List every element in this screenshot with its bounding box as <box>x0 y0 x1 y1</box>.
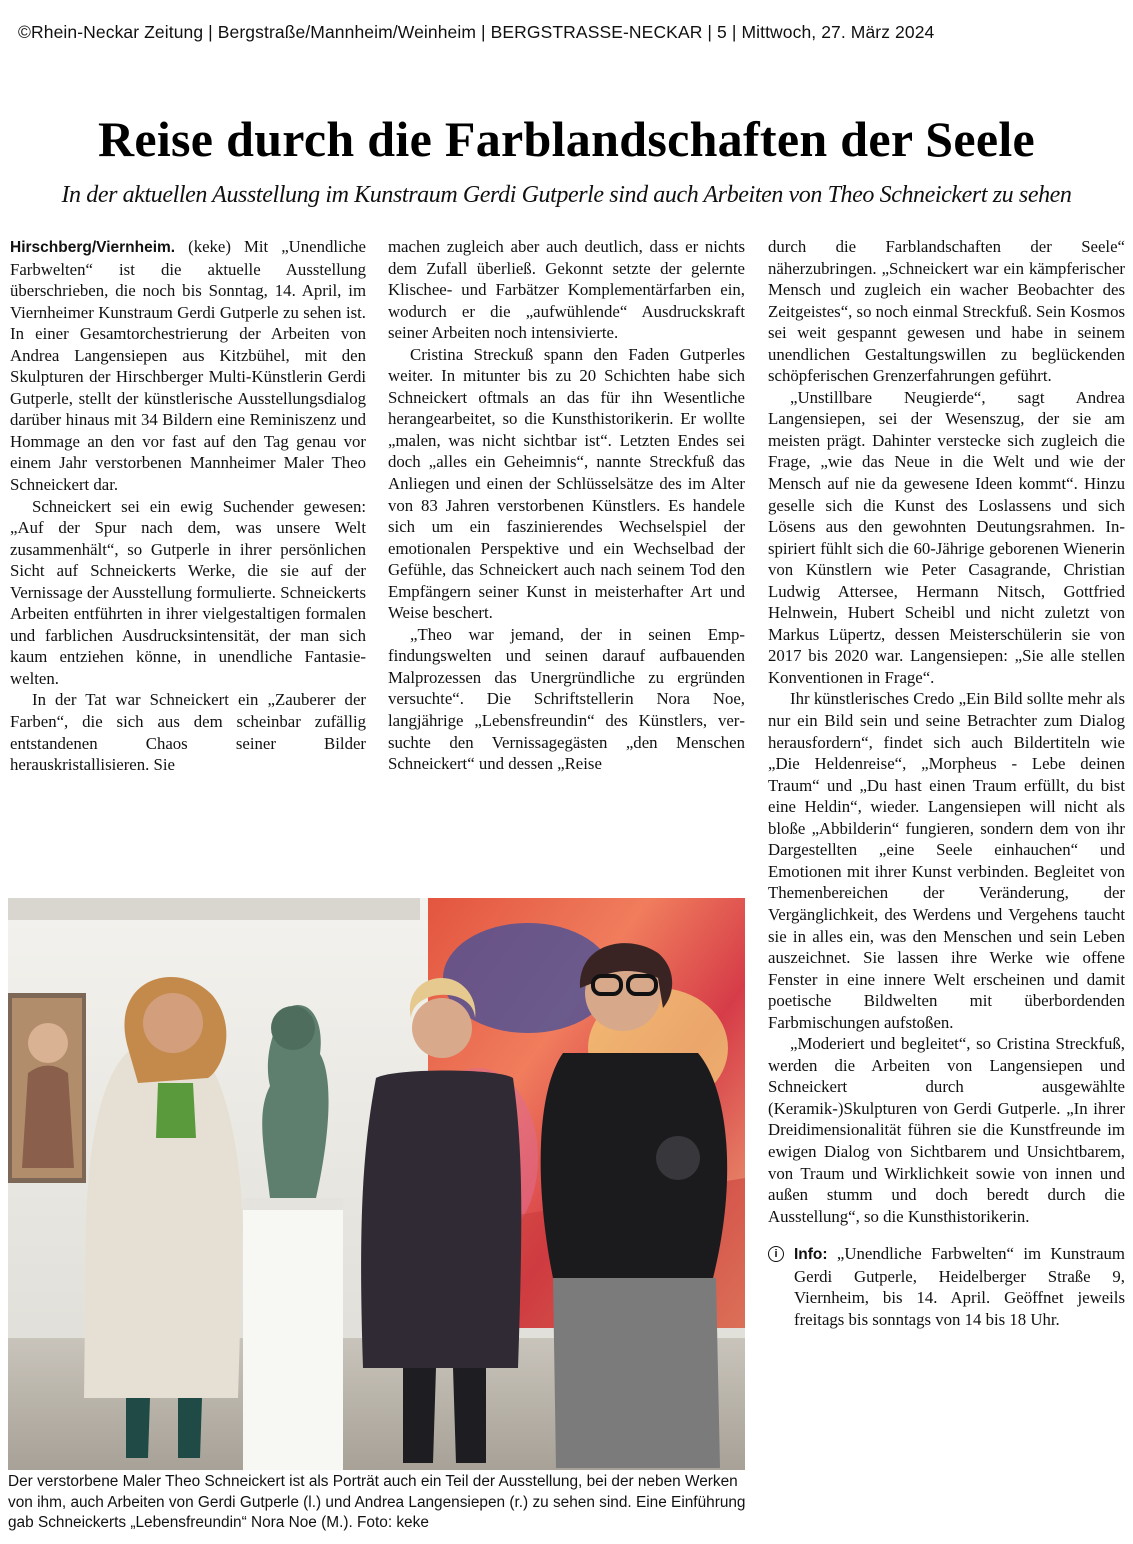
paragraph: durch die Farblandschaften der Seele“ näherzubringen. „Schneickert war ein kämpferischer Mensch und zugleich ein wacher Beobachter des Zeitgeistes“, so noch einmal Streckfuß. Sein Kosmos sei weit gespannt gewesen und habe in seinem unendlichen Gestaltungswillen zu beglückenden schöpferischen Grenzerfahrungen geführt. <box>768 237 1126 386</box>
source-line: ©Rhein-Neckar Zeitung | Bergstraße/Mannheim/Weinheim | BERGSTRASSE-NECKAR | 5 | Mittwoch, 27. März 2024 <box>18 22 935 42</box>
info-label: Info: <box>794 1246 828 1264</box>
paragraph: Schneickert sei ein ewig Suchender gewesen: „Auf der Spur nach dem, was unsere Welt zusammenhält“, so Gutperle in ihrer persönlichen Sicht auf Schneickerts Werke, die sie auf der Vernissage der Ausstellung formulierte. Schneickerts Arbeiten entführten in ihrer vielgestaltigen formalen und farblichen Ausdrucksintensität, der man sich kaum entziehen könne, in unendliche Fantasiewelten. <box>10 496 366 688</box>
subheadline: In der aktuellen Ausstellung im Kunstraum Gerdi Gutperle sind auch Arbeiten von Theo Schneickert zu sehen <box>61 182 1072 208</box>
article-column-3 <box>768 236 1125 1330</box>
paragraph: Ihr künstlerisches Credo „Ein Bild sollte mehr als nur ein Bild sein und seine Betrachter zum Dialog herausfordern“, findet sich auch Bildertiteln wie „Die Heldenreise“, „Morpheus - Lebe deinen Traum“ und „Du hast einen Traum erfüllt, du bist eine Heldin“, wieder. Langensiepen will nicht als bloße „Abbilderin“ fungieren, sondern dem von ihr Dargestellten „eine Seele einhauchen“ und Emotionen mit ihrer Kunst verbinden. Begleitet von Themenbereichen der Veränderung, der Vergänglichkeit, des Werdens und Vergehens taucht sie in alles ein, was den Menschen und sein Leben auszeichnet. Sie lassen ihre Werke wie offene Fenster in eine innere Welt erscheinen und damit poetische Bildwelten mit überbordenden Farbmischungen aufstoßen. <box>768 689 1125 1032</box>
article-photo <box>8 898 745 1470</box>
article-column-2 <box>388 236 745 775</box>
photo-illustration <box>8 898 745 1470</box>
paragraph: machen zugleich aber auch deutlich, dass er nichts dem Zufall überließ. Gekonnt setzte der gelernte Klischee- und Farbätzer Komplementärfarben ein, wodurch er die „aufwühlende“ Ausdruckskraft seiner Arbeiten noch intensivierte. <box>388 237 745 343</box>
info-box <box>768 1243 1125 1330</box>
paragraph: Cristina Streckuß spann den Faden Gutperles weiter. In mitunter bis zu 20 Schichten habe sich Schneickert oftmals an das für ihn Wesentliche herangearbeitet, so die Kunsthistorikerin. Er wollte „malen, was nicht sichtbar ist“. Letzten Endes sei doch „alles ein Geheimnis“, nannte Streckfuß das Anliegen und einen der Schlüsselsätze des im Alter von 83 Jahren verstorbenen Künstlers. Es handele sich um ein faszinierendes Wechselspiel der emotionalen Perspektive und ein Wechselbad der Gefühle, das Schneickert auch nach seinem Tod den Empfängern seiner Kunst in meisterhafter Art und Weise beschert. <box>388 344 745 623</box>
paragraph <box>10 236 366 496</box>
article-column-1 <box>10 236 366 776</box>
info-icon: i <box>768 1246 784 1262</box>
paragraph: In der Tat war Schneickert ein „Zauberer der Farben“, die sich aus dem scheinbar zufällig entstandenen Chaos seiner Bilder herauskristallisieren. Sie <box>10 690 366 775</box>
headline: Reise durch die Farblandschaften der Seele <box>97 111 1036 167</box>
paragraph-text: (keke) Mit „Unendliche Farbwelten“ ist die aktuelle Ausstellung überschrieben, die noch bis Sonntag, 14. April, im Viernheimer Kunstraum Gerdi Gutperle zu sehen ist. In einer Gesamtorchestrierung der Arbeiten von Andrea Langensiepen aus Kitzbühel, mit den Skulpturen der Hirschberger Multi-Künstlerin Gerdi Gutperle, stellt der künstlerische Ausstellungsdialog darüber hinaus mit 34 Bildern eine Reminiszenz und Hommage an den vor fast auf den Tag genau vor einem Jahr verstorbenen Mannheimer Maler Theo Schneickert dar. <box>10 237 366 495</box>
paragraph: „Unstillbare Neugierde“, sagt Andrea Langensiepen, sei der Wesenszug, der sie am meisten prägt. Dahinter verstecke sich zugleich die Frage, „wie das Neue in die Welt und wie der Mensch auf nie da gewesene Ideen kommt“. Hinzu geselle sich die Kunst des Loslassens und sich Lösens aus den gewohnten Deutungsrahmen. Inspiriert fühlt sich die 60-Jährige geborenen Wienerin von Künstlern wie Peter Casagrande, Christian Ludwig Attersee, Hermann Nitsch, Gottfried Helnwein, Hubert Scheibl und nicht zuletzt von Markus Lüpertz, dessen Meisterschülerin sie von 2017 bis 2020 war. Langensiepen: „Sie alle stellen Konventionen in Frage“. <box>768 387 1125 687</box>
info-text: „Unendliche Farbwelten“ im Kunstraum Gerdi Gutperle, Heidelberger Straße 9, Viernheim, bis 14. April. Geöffnet jeweils freitags bis sonntags von 14 bis 18 Uhr. <box>794 1244 1125 1329</box>
photo-caption: Der verstorbene Maler Theo Schneickert ist als Porträt auch ein Teil der Ausstellung, bei der neben Werken von ihm, auch Arbeiten von Gerdi Gutperle (l.) und Andrea Langensiepen (r.) zu sehen sind. Eine Einführung gab Schneickerts „Lebensfreundin“ Nora Noe (M.). Foto: keke <box>8 1473 746 1531</box>
paragraph: „Moderiert und begleitet“, so Cristina Streckfuß, werden die Arbeiten von Langensiepen und Schneickert durch ausgewählte (Keramik-)Skulpturen von Gerdi Gutperle. „In ihrer Dreidimensionalität führen sie die Kunstfreunde im ewigen Dialog von Sichtbarem und Unsichtbarem, von Traum und Wirklichkeit sowie von innen und außen stumm und doch beredt durch die Ausstellung“, so die Kunsthistorikerin. <box>768 1034 1125 1226</box>
paragraph: „Theo war jemand, der in seinen Empfindungswelten und seinen darauf aufbauenden Malprozessen das Unergründliche zu ergründen versuchte“. Die Schriftstellerin Nora Noe, langjährige „Lebensfreundin“ des Künstlers, versuchte den Vernissagegästen „den Menschen Schneickert“ und dessen „Reise <box>388 624 745 774</box>
dateline: Hirschberg/Viernheim. <box>10 239 176 256</box>
